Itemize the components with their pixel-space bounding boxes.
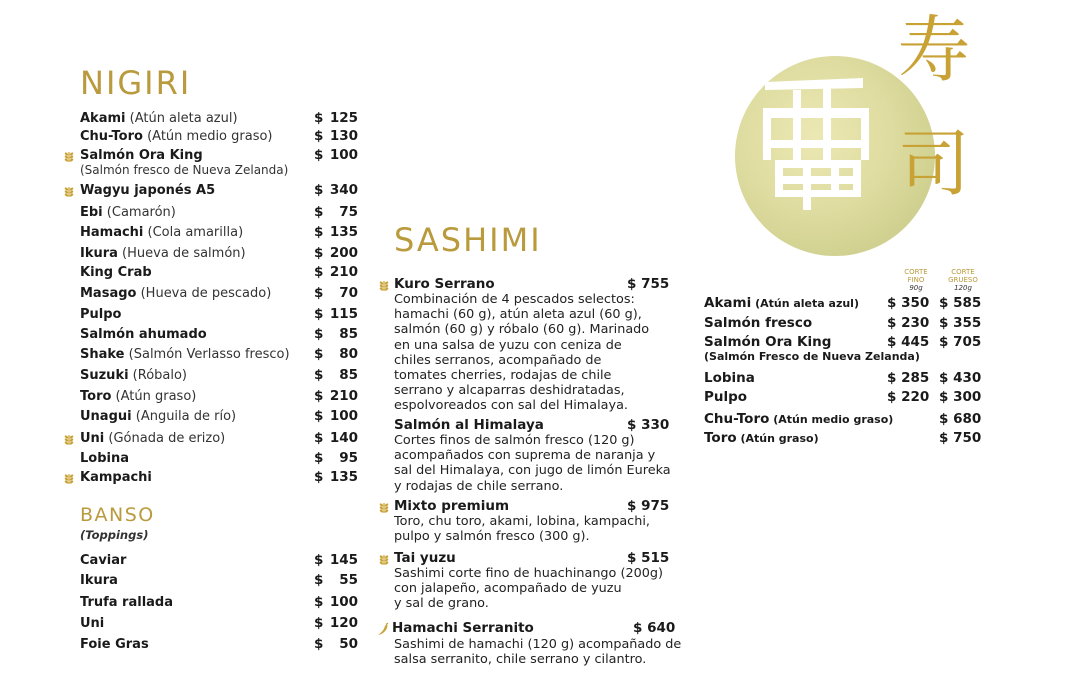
cut-item: Salmón fresco: [704, 315, 813, 331]
banso-price: $ 120: [314, 615, 358, 631]
nigiri-item: Toro (Atún graso): [80, 389, 197, 404]
sashimi-item-description: Cortes finos de salmón fresco (120 g) acompañados con suprema de naranja y sal del Himalaya, con jugo de limón Eureka y rodajas de chile serrano.: [394, 433, 671, 494]
cut-item-subtitle: (Salmón Fresco de Nueva Zelanda): [704, 350, 920, 363]
nigiri-item: Unagui (Anguila de río): [80, 409, 237, 424]
nigiri-item: Wagyu japonés A5: [80, 183, 216, 198]
sashimi-item-name: Mixto premium: [394, 498, 510, 514]
nigiri-price: $ 115: [314, 306, 358, 322]
section-title-sashimi: SASHIMI: [394, 221, 542, 259]
cut-label-thin: CORTE FINO 90g: [904, 268, 928, 292]
nigiri-price: $ 85: [314, 367, 358, 383]
chili-icon: [377, 621, 391, 635]
nigiri-item: Shake (Salmón Verlasso fresco): [80, 347, 290, 362]
wheat-icon: [377, 499, 391, 513]
banso-item: Caviar: [80, 553, 127, 568]
nigiri-price: $ 70: [314, 285, 358, 301]
banso-item: Foie Gras: [80, 637, 149, 652]
logo-kanji: 寿: [898, 8, 971, 92]
sashimi-item-description: Combinación de 4 pescados selectos: hamachi (60 g), atún aleta azul (60 g), salmón (60 g) y róbalo (60 g). Marinado en una salsa de yuzu con ceniza de chiles serranos, acompañado de tomates cherries, rodajas de chile serrano y alcaparras deshidratadas, espolvoreados con sal del Himalaya.: [394, 292, 650, 414]
nigiri-item: Masago (Hueva de pescado): [80, 286, 272, 301]
cut-price-thin: $ 230: [887, 315, 930, 331]
banso-item: Uni: [80, 616, 105, 631]
banso-price: $ 55: [314, 572, 358, 588]
wheat-icon: [377, 551, 391, 565]
sashimi-item-name: Tai yuzu: [394, 550, 456, 566]
sashimi-item-price: $ 515: [627, 550, 670, 566]
cut-item: Chu-Toro (Atún medio graso): [704, 411, 894, 427]
wheat-icon: [377, 277, 391, 291]
logo-kanji: 司: [898, 122, 971, 206]
banso-item: Trufa rallada: [80, 595, 174, 610]
nigiri-price: $ 210: [314, 264, 358, 280]
nigiri-price: $ 100: [314, 408, 358, 424]
banso-item: Ikura: [80, 573, 118, 588]
cut-item: Toro (Atún graso): [704, 430, 819, 446]
nigiri-price: $ 210: [314, 388, 358, 404]
sashimi-item-description: Sashimi corte fino de huachinango (200g) con jalapeño, acompañado de yuzu y sal de grano.: [394, 566, 663, 612]
sashimi-item-price: $ 975: [627, 498, 670, 514]
sashimi-item-name: Kuro Serrano: [394, 276, 495, 292]
nigiri-item: Chu-Toro (Atún medio graso): [80, 129, 273, 144]
nigiri-item: Suzuki (Róbalo): [80, 368, 188, 383]
nigiri-item: Pulpo: [80, 307, 122, 322]
cut-price-thick: $ 585: [939, 295, 982, 311]
sashimi-item-name: Salmón al Himalaya: [394, 417, 544, 433]
nigiri-item: Kampachi: [80, 470, 152, 485]
nigiri-item-subtitle: (Salmón fresco de Nueva Zelanda): [80, 163, 289, 177]
wheat-icon: [62, 431, 76, 445]
nigiri-price: $ 140: [314, 430, 358, 446]
cut-label-thick: CORTE GRUESO 120g: [948, 268, 978, 292]
nigiri-item: King Crab: [80, 265, 152, 280]
wheat-icon: [62, 148, 76, 162]
nigiri-price: $ 95: [314, 450, 358, 466]
banso-price: $ 50: [314, 636, 358, 652]
nigiri-price: $ 135: [314, 469, 358, 485]
cut-price-thin: $ 445: [887, 334, 930, 350]
sashimi-item-description: Sashimi de hamachi (120 g) acompañado de salsa serranito, chile serrano y cilantro.: [394, 637, 682, 668]
banso-price: $ 145: [314, 552, 358, 568]
nigiri-price: $ 135: [314, 224, 358, 240]
sashimi-item-description: Toro, chu toro, akami, lobina, kampachi, pulpo y salmón fresco (300 g).: [394, 514, 650, 545]
sashimi-item-name: Hamachi Serranito: [392, 620, 534, 636]
nigiri-price: $ 130: [314, 128, 358, 144]
nigiri-price: $ 75: [314, 204, 358, 220]
nigiri-item: Lobina: [80, 451, 130, 466]
nigiri-item: Ebi (Camarón): [80, 205, 176, 220]
nigiri-item: Akami (Atún aleta azul): [80, 111, 238, 126]
sashimi-item-price: $ 755: [627, 276, 670, 292]
banso-subtitle: (Toppings): [80, 528, 149, 542]
nigiri-price: $ 340: [314, 182, 358, 198]
nigiri-price: $ 85: [314, 326, 358, 342]
section-title-banso: BANSO: [80, 504, 155, 526]
cut-price-thick: $ 430: [939, 370, 982, 386]
cut-price-thin: $ 285: [887, 370, 930, 386]
nigiri-price: $ 200: [314, 245, 358, 261]
nigiri-item: Uni (Gónada de erizo): [80, 431, 226, 446]
section-title-nigiri: NIGIRI: [80, 64, 192, 102]
banso-price: $ 100: [314, 594, 358, 610]
cut-price-thick: $ 300: [939, 389, 982, 405]
nigiri-price: $ 100: [314, 147, 358, 163]
nigiri-item: Hamachi (Cola amarilla): [80, 225, 244, 240]
sashimi-item-price: $ 330: [627, 417, 670, 433]
cut-item: Salmón Ora King: [704, 334, 832, 350]
sushi-logo-icon: [745, 68, 895, 218]
cut-price-thin: $ 350: [887, 295, 930, 311]
nigiri-item: Salmón Ora King: [80, 148, 203, 163]
cut-price-thin: $ 220: [887, 389, 930, 405]
cut-item: Lobina: [704, 370, 755, 386]
nigiri-item: Ikura (Hueva de salmón): [80, 246, 246, 261]
cut-price-thick: $ 680: [939, 411, 982, 427]
cut-price-thick: $ 705: [939, 334, 982, 350]
nigiri-price: $ 125: [314, 110, 358, 126]
cut-price-thick: $ 750: [939, 430, 982, 446]
cut-item: Pulpo: [704, 389, 748, 405]
nigiri-price: $ 80: [314, 346, 358, 362]
wheat-icon: [62, 183, 76, 197]
wheat-icon: [62, 470, 76, 484]
cut-item: Akami (Atún aleta azul): [704, 295, 859, 311]
cut-price-thick: $ 355: [939, 315, 982, 331]
sashimi-item-price: $ 640: [633, 620, 676, 636]
nigiri-item: Salmón ahumado: [80, 327, 207, 342]
